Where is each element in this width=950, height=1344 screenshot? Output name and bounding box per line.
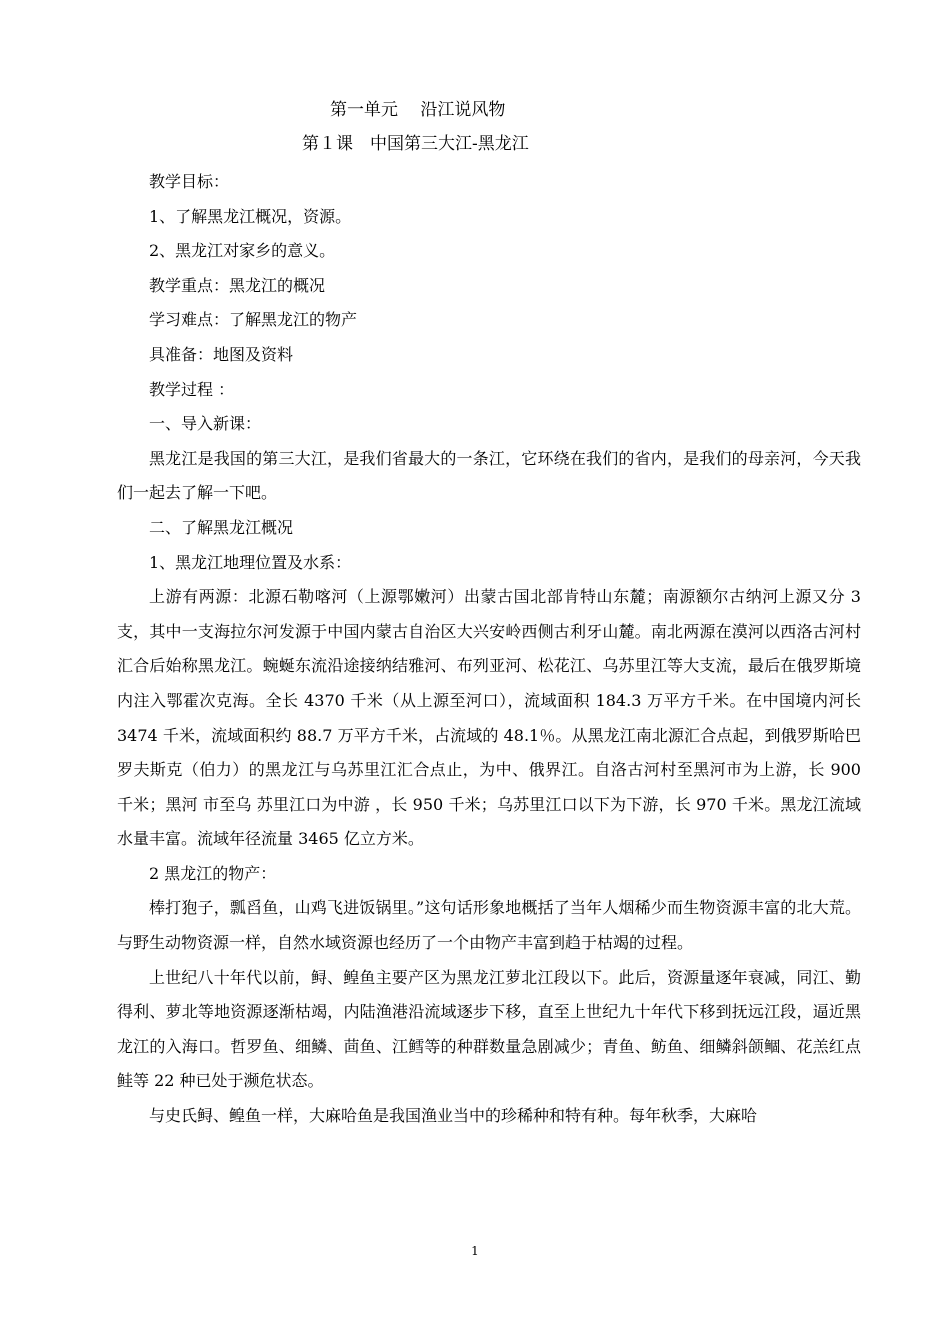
paragraph: 棒打狍子，瓢舀鱼，山鸡飞进饭锅里。”这句话形象地概括了当年人烟稀少而生物资源丰富的北大荒。与野生动物资源一样，自然水域资源也经历了一个由物产丰富到趋于枯竭的过程。 [117, 898, 861, 953]
paragraph: 2 黑龙江的物产： [149, 863, 277, 883]
paragraph: 二、了解黑龙江概况 [149, 517, 294, 537]
paragraph: 2、黑龙江对家乡的意义。 [149, 241, 336, 261]
paragraph: 上世纪八十年代以前，鲟、鳇鱼主要产区为黑龙江萝北江段以下。此后，资源量逐年衰减，同江、勤得利、萝北等地资源逐渐枯竭，内陆渔港沿流域逐步下移，直至上世纪九十年代下移到抚远江段，逼近黑龙江的入海口。哲罗鱼、细鳞、茴鱼、江鳕等的种群数量急剧减少；青鱼、鲂鱼、细鳞斜颌鲴、花羔红点鲑等 22 种已处于濒危状态。 [117, 967, 861, 1091]
paragraph: 具准备：地图及资料 [149, 344, 294, 364]
lesson-title: 第１课 中国第三大江-黑龙江 [302, 134, 529, 154]
page-number: 1 [471, 1244, 479, 1258]
paragraph: 学习难点：了解黑龙江的物产 [149, 310, 358, 330]
body-text [117, 165, 867, 1134]
paragraph: 上游有两源：北源石勒喀河（上源鄂嫩河）出蒙古国北部肯特山东麓；南源额尔古纳河上源又分 3 支，其中一支海拉尔河发源于中国内蒙古自治区大兴安岭西侧古利牙山麓。南北两源在漠河以西洛古河村汇合后始称黑龙江。蜿蜒东流沿途接纳结雅河、布列亚河、松花江、乌苏里江等大支流，最后在俄罗斯境内注入鄂霍次克海。全长 4370 千米（从上源至河口），流域面积 184.3 万平方千米。在中国境内河长 3474 千米，流域面积约 88.7 万平方千米，占流域的 48.1％。从黑龙江南北源汇合点起，到俄罗斯哈巴罗夫斯克（伯力）的黑龙江与乌苏里江汇合点止，为中、俄界江。自洛古河村至黑河市为上游，长 900 千米；黑河 市至乌 苏里江口为中游 ，长 950 千米；乌苏里江口以下为下游，长 970 千米。黑龙江流域水量丰富。流域年径流量 3465 亿立方米。 [117, 587, 867, 849]
paragraph: 教学过程 ： [149, 379, 235, 399]
unit-title: 第一单元 沿江说风物 [330, 100, 506, 120]
paragraph: 教学重点：黑龙江的概况 [149, 275, 326, 295]
paragraph: 黑龙江是我国的第三大江，是我们省最大的一条江，它环绕在我们的省内，是我们的母亲河，今天我们一起去了解一下吧。 [117, 448, 861, 503]
paragraph: 与史氏鲟、鳇鱼一样，大麻哈鱼是我国渔业当中的珍稀种和特有种。每年秋季，大麻哈 [149, 1106, 758, 1126]
paragraph: 1、黑龙江地理位置及水系： [149, 552, 352, 572]
paragraph: 教学目标： [149, 172, 230, 191]
paragraph: 一、导入新课： [149, 414, 262, 434]
paragraph: 1、了解黑龙江概况，资源。 [149, 206, 352, 226]
